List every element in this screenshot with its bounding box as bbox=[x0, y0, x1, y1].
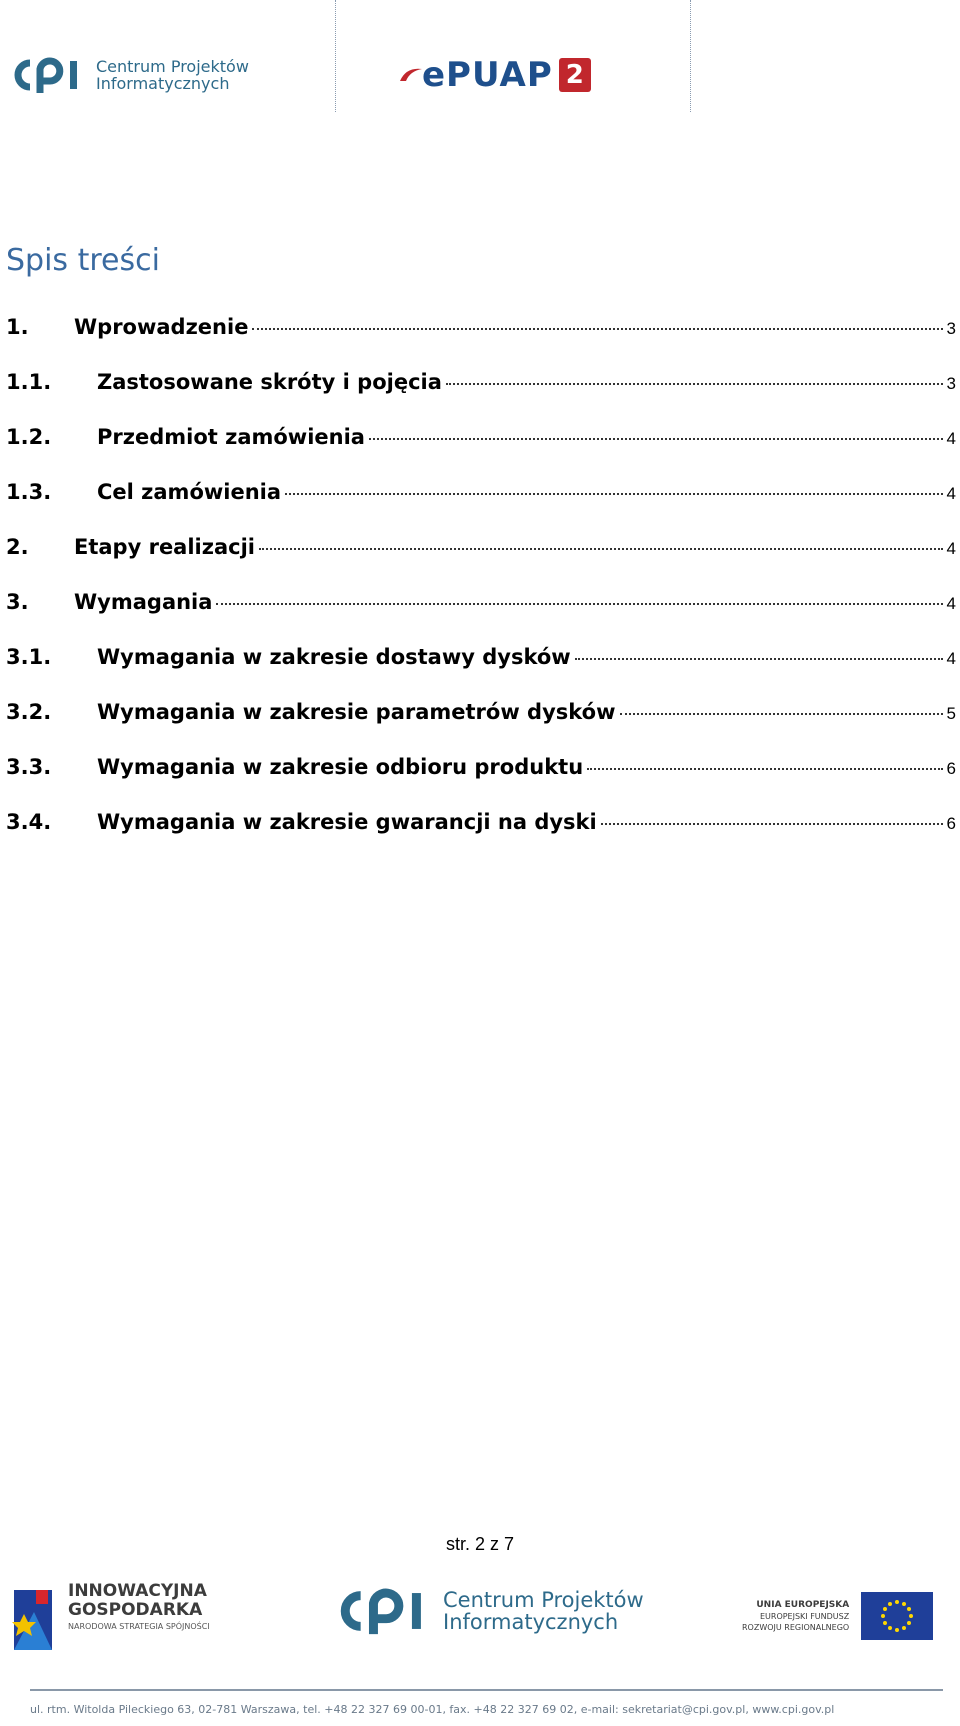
toc-entry-number: 1.2. bbox=[6, 425, 52, 449]
header-divider bbox=[335, 0, 336, 112]
toc-entry-page: 6 bbox=[946, 759, 956, 778]
eu-logo-line1: UNIA EUROPEJSKA bbox=[756, 1600, 850, 1610]
eu-logo-line2: EUROPEJSKI FUNDUSZ bbox=[759, 1612, 850, 1621]
toc-entry[interactable] bbox=[6, 425, 956, 455]
toc-entry-number: 3.3. bbox=[6, 755, 52, 779]
toc-entry[interactable] bbox=[6, 370, 956, 400]
toc-entry[interactable] bbox=[6, 645, 956, 675]
epuap-logo-icon bbox=[398, 65, 422, 85]
page-header bbox=[0, 0, 960, 115]
toc-entry-title: Zastosowane skróty i pojęcia bbox=[97, 370, 442, 394]
header-divider bbox=[690, 0, 691, 112]
toc-leader-dots bbox=[620, 713, 943, 715]
toc-entry-number: 2. bbox=[6, 535, 29, 559]
toc-entry-page: 4 bbox=[946, 594, 956, 613]
cpi-logo-icon bbox=[335, 1585, 435, 1637]
toc-entry-title: Wymagania w zakresie odbioru produktu bbox=[97, 755, 584, 779]
cpi-logo-footer bbox=[335, 1585, 644, 1637]
epuap-logo bbox=[398, 55, 591, 95]
toc-entry[interactable] bbox=[6, 480, 956, 510]
cpi-logo-line1: Centrum Projektów bbox=[96, 57, 249, 76]
toc-entry-number: 1.3. bbox=[6, 480, 52, 504]
toc-entry-page: 4 bbox=[946, 429, 956, 448]
toc-entry-title: Etapy realizacji bbox=[74, 535, 255, 559]
cpi-logo-line2: Informatycznych bbox=[443, 1610, 619, 1634]
toc-entry-number: 3.2. bbox=[6, 700, 52, 724]
toc-entry-page: 4 bbox=[946, 649, 956, 668]
eu-flag-icon bbox=[861, 1592, 933, 1640]
cpi-logo-line2: Informatycznych bbox=[96, 74, 230, 93]
innowacyjna-gospodarka-icon bbox=[10, 1582, 56, 1654]
toc-entry[interactable] bbox=[6, 700, 956, 730]
toc-entry[interactable] bbox=[6, 590, 956, 620]
toc-entry-page: 3 bbox=[946, 319, 956, 338]
toc-entry-title: Wymagania w zakresie dostawy dysków bbox=[97, 645, 571, 669]
toc-leader-dots bbox=[587, 768, 942, 770]
toc-entry-number: 3.1. bbox=[6, 645, 52, 669]
toc-leader-dots bbox=[252, 328, 942, 330]
toc-entry[interactable] bbox=[6, 535, 956, 565]
epuap-logo-text: ePUAP bbox=[422, 55, 553, 95]
toc-entry-page: 4 bbox=[946, 539, 956, 558]
innowacyjna-gospodarka-logo bbox=[10, 1582, 210, 1654]
toc-entry-number: 1.1. bbox=[6, 370, 52, 394]
cpi-logo-icon bbox=[10, 55, 88, 95]
ig-logo-line1: INNOWACYJNA bbox=[68, 1581, 207, 1601]
cpi-logo bbox=[10, 55, 249, 95]
toc-entry-page: 5 bbox=[946, 704, 956, 723]
toc-entry-title: Wymagania w zakresie parametrów dysków bbox=[97, 700, 616, 724]
toc-entry-title: Wymagania w zakresie gwarancji na dyski bbox=[97, 810, 597, 834]
toc-entry[interactable] bbox=[6, 315, 956, 345]
toc-entry-title: Cel zamówienia bbox=[97, 480, 282, 504]
toc-entry[interactable] bbox=[6, 810, 956, 840]
toc-entry[interactable] bbox=[6, 755, 956, 785]
toc-leader-dots bbox=[285, 493, 943, 495]
toc-leader-dots bbox=[575, 658, 943, 660]
toc-entry-title: Wprowadzenie bbox=[74, 315, 249, 339]
toc-entry-title: Wymagania bbox=[74, 590, 213, 614]
toc-leader-dots bbox=[601, 823, 943, 825]
ig-logo-line2: GOSPODARKA bbox=[68, 1600, 203, 1620]
toc-title: Spis treści bbox=[6, 243, 160, 278]
toc-leader-dots bbox=[259, 548, 943, 550]
epuap-logo-badge: 2 bbox=[559, 58, 591, 92]
toc-leader-dots bbox=[446, 383, 943, 385]
toc-entry-page: 3 bbox=[946, 374, 956, 393]
footer-address: ul. rtm. Witolda Pileckiego 63, 02-781 Warszawa, tel. +48 22 327 69 00-01, fax. +48 22 327 69 02, e-mail: sekretariat@cpi.gov.pl, www.cpi.gov.pl bbox=[30, 1703, 835, 1716]
footer-divider bbox=[30, 1689, 943, 1691]
eu-logo bbox=[742, 1592, 933, 1640]
toc-entry-number: 1. bbox=[6, 315, 29, 339]
toc-entry-number: 3. bbox=[6, 590, 29, 614]
toc-leader-dots bbox=[369, 438, 943, 440]
toc-entry-page: 6 bbox=[946, 814, 956, 833]
toc-entry-page: 4 bbox=[946, 484, 956, 503]
page-number: str. 2 z 7 bbox=[445, 1534, 515, 1554]
toc-entry-title: Przedmiot zamówienia bbox=[97, 425, 365, 449]
ig-logo-line3: NARODOWA STRATEGIA SPÓJNOŚCI bbox=[68, 1622, 210, 1631]
eu-logo-line3: ROZWOJU REGIONALNEGO bbox=[742, 1623, 850, 1632]
cpi-logo-line1: Centrum Projektów bbox=[443, 1588, 644, 1612]
toc-leader-dots bbox=[216, 603, 942, 605]
toc-entry-number: 3.4. bbox=[6, 810, 52, 834]
